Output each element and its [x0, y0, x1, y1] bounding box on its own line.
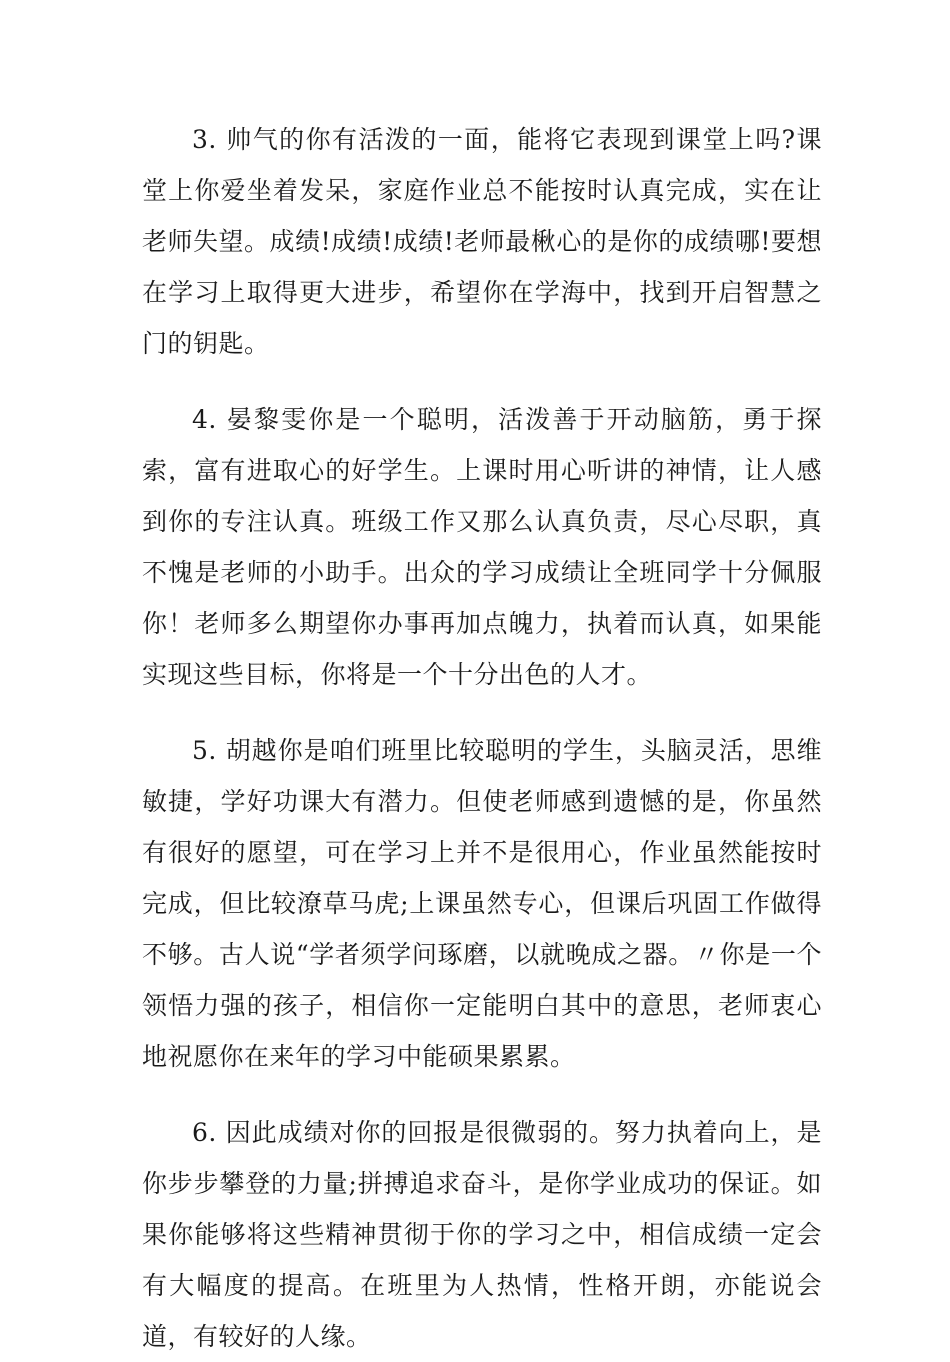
paragraph-comment-4: 4. 晏黎雯你是一个聪明，活泼善于开动脑筋，勇于探索，富有进取心的好学生。上课时用心听讲的神情，让人感到你的专注认真。班级工作又那么认真负责，尽心尽职，真不愧是老师的小助手。出众的学习成绩让全班同学十分佩服你！老师多么期望你办事再加点魄力，执着而认真，如果能实现这些目标，你将是一个十分出色的人才。 [142, 405, 822, 689]
paragraph-comment-5: 5. 胡越你是咱们班里比较聪明的学生，头脑灵活，思维敏捷，学好功课大有潜力。但使老师感到遗憾的是，你虽然有很好的愿望，可在学习上并不是很用心，作业虽然能按时完成，但比较潦草马虎;上课虽然专心，但课后巩固工作做得不够。古人说“学者须学问琢磨，以就晚成之器。〃你是一个领悟力强的孩子，相信你一定能明白其中的意思，老师衷心地祝愿你在来年的学习中能硕果累累。 [142, 736, 822, 1071]
paragraph-comment-6: 6. 因此成绩对你的回报是很微弱的。努力执着向上，是你步步攀登的力量;拼搏追求奋斗，是你学业成功的保证。如果你能够将这些精神贯彻于你的学习之中，相信成绩一定会有大幅度的提高。在班里为人热情，性格开朗，亦能说会道，有较好的人缘。 [142, 1118, 822, 1351]
document-body [142, 114, 822, 1362]
paragraph-comment-3: 3. 帅气的你有活泼的一面，能将它表现到课堂上吗?课堂上你爱坐着发呆，家庭作业总不能按时认真完成，实在让老师失望。成绩!成绩!成绩!老师最楸心的是你的成绩哪!要想在学习上取得更大进步，希望你在学海中，找到开启智慧之门的钥匙。 [142, 125, 822, 358]
